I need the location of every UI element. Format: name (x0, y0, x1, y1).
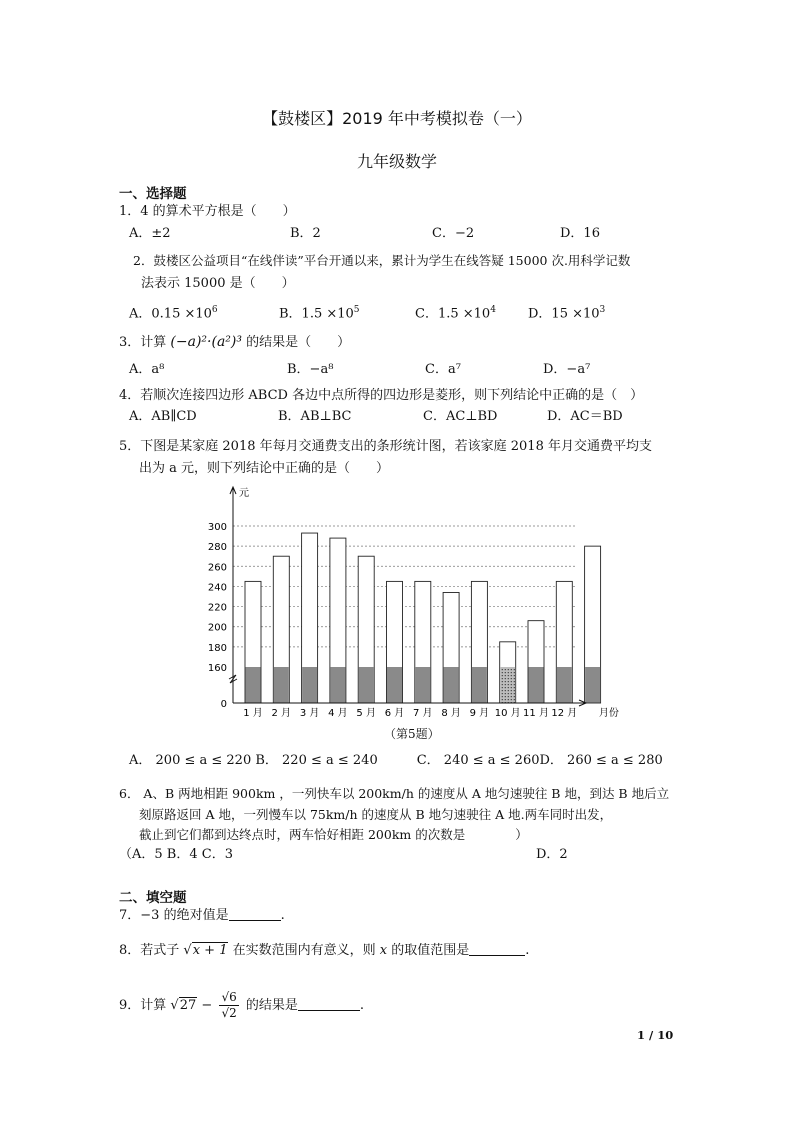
monthly-transport-bar-chart (195, 484, 619, 724)
bar-hatch-dot (502, 669, 503, 670)
q4-option-a: A．AB∥CD (129, 409, 197, 424)
q5-options: A． 200 ≤ a ≤ 220 B． 220 ≤ a ≤ 240 C． 240 ≤ a ≤ 260D． 260 ≤ a ≤ 280 (129, 753, 663, 768)
y-tick-label: 260 (207, 562, 227, 574)
x-tick-label: 11 月 (523, 708, 549, 719)
x-tick-label: 5 月 (356, 708, 376, 719)
bar-hatch-dot (502, 681, 503, 682)
bar-hatch-dot (514, 672, 515, 673)
y-tick-label: 240 (207, 582, 227, 594)
bar-hatch-dot (505, 687, 506, 688)
bar-hatch-dot (508, 672, 509, 673)
page-title: 【鼓楼区】2019 年中考模拟卷（一） (262, 109, 532, 128)
x-tick-label: 2 月 (271, 708, 292, 719)
x-tick-label: 3 月 (299, 708, 320, 719)
bar-hatch-dot (502, 684, 503, 685)
page-number: 1 / 10 (637, 1028, 674, 1042)
y-tick-label: 200 (207, 622, 227, 634)
q4-stem: 4．若顺次连接四边形 ABCD 各边中点所得的四边形是菱形，则下列结论中正确的是（ ） (119, 388, 644, 403)
bar-hatch-dot (505, 696, 506, 697)
q3-option-b: B．−a⁸ (287, 362, 334, 377)
bar-hatch-dot (502, 699, 503, 700)
y-tick-label: 180 (207, 642, 227, 654)
q6-line2: 刻原路返回 A 地，一列慢车以 75km/h 的速度从 B 地匀速驶往 A 地.两车同时出发， (139, 807, 613, 822)
bar-hatch-dot (514, 699, 515, 700)
q2-option-b: B．$1.5 \times 10^5$ (279, 305, 360, 322)
q1-stem: 1．4 的算术平方根是（ ） (119, 204, 296, 219)
x-tick-label: 4 月 (328, 708, 348, 719)
bar-base (529, 667, 544, 703)
bar-hatch-dot (508, 681, 509, 682)
bar-base (330, 667, 345, 703)
bar-hatch-dot (505, 675, 506, 676)
q8-answer-blank[interactable] (469, 941, 525, 956)
bar-hatch-dot (511, 684, 512, 685)
x-tick-label: 12 月 (551, 708, 578, 719)
bar-hatch-dot (514, 678, 515, 679)
bar-hatch-dot (502, 690, 503, 691)
q6-line3: 截止到它们都到达终点时，两车恰好相距 200km 的次数是 ） (139, 827, 528, 842)
q2-stem-line2: 法表示 15000 是（ ） (141, 276, 295, 291)
q5-stem-line2: 出为 a 元，则下列结论中正确的是（ ） (139, 461, 390, 476)
bar-hatch-dot (514, 690, 515, 691)
y-tick-label: 0 (220, 699, 227, 710)
bar-hatch-dot (514, 696, 515, 697)
bar-hatch-dot (508, 693, 509, 694)
bar-base (415, 667, 430, 703)
q3-option-a: A．a⁸ (129, 362, 165, 377)
bar-hatch-dot (514, 675, 515, 676)
q1-option-b: B．2 (290, 226, 321, 241)
bar-hatch-dot (505, 678, 506, 679)
bar-base (557, 667, 572, 703)
q4-option-c: C．AC⊥BD (423, 409, 498, 424)
section-heading-fill: 二、填空题 (119, 890, 187, 906)
bar-hatch-dot (514, 681, 515, 682)
q1-option-a: A．±2 (129, 226, 171, 241)
bar-hatch-dot (502, 672, 503, 673)
q1-option-d: D．16 (560, 226, 600, 241)
chart-bars (245, 533, 601, 703)
bar-base (246, 667, 261, 703)
q2-option-a: A．$0.15 \times 10^6$ (129, 305, 218, 322)
bar-hatch-dot (505, 684, 506, 685)
bar-hatch-dot (514, 684, 515, 685)
q9-radical: √27 (170, 998, 197, 1013)
q8-stem: 8．若式子 √x + 1 在实数范围内有意义，则 x 的取值范围是 . (119, 943, 530, 958)
bar-hatch-dot (508, 675, 509, 676)
axis-break (229, 675, 237, 683)
bar-hatch-dot (505, 681, 506, 682)
page-subtitle: 九年级数学 (356, 152, 437, 171)
q3-option-d: D．−a⁷ (543, 362, 591, 377)
x-tick-label: 10 月 (494, 708, 521, 719)
bar-hatch-dot (502, 687, 503, 688)
x-tick-label: 8 月 (441, 708, 461, 719)
x-tick-label: 1 月 (243, 708, 263, 719)
q3-expression: (−a)²·(a²)³ (170, 334, 242, 350)
bar-hatch-dot (511, 699, 512, 700)
q5-figure-caption: （第5题） (384, 727, 440, 741)
bar-hatch-dot (508, 684, 509, 685)
y-tick-label: 280 (207, 542, 227, 554)
q2-option-d: D．$15 \times 10^3$ (528, 305, 606, 322)
bar-hatch-dot (511, 681, 512, 682)
q6-line1: 6． A、B 两地相距 900km ，一列快车以 200km/h 的速度从 A 地匀速驶往 B 地，到达 B 地后立 (119, 786, 670, 801)
x-tick-label: 6 月 (384, 708, 405, 719)
bar-hatch-dot (511, 693, 512, 694)
q6-option-d: D．2 (536, 847, 568, 862)
bar-hatch-dot (505, 672, 506, 673)
q9-fraction: $\frac{√6}{√2}$ (221, 990, 237, 1020)
bar-base (387, 667, 402, 703)
bar-hatch-dot (514, 669, 515, 670)
q1-option-c: C．−2 (432, 226, 475, 241)
y-axis-label: 元 (239, 488, 249, 499)
bar-hatch-dot (505, 699, 506, 700)
bar-hatch-dot (502, 675, 503, 676)
y-tick-label: 220 (207, 602, 227, 614)
q3-stem: 3．计算 (−a)²·(a²)³ 的结果是（ ） (119, 334, 351, 350)
bar-hatch-dot (508, 690, 509, 691)
q2-option-c: C．$1.5 \times 10^4$ (415, 305, 496, 322)
bar-base (472, 667, 487, 703)
q6-options-abc: （A．5 B．4 C．3 (119, 847, 233, 862)
y-tick-label: 160 (207, 663, 227, 674)
q9-answer-blank[interactable] (298, 996, 360, 1011)
q5-stem-line1: 5．下图是某家庭 2018 年每月交通费支出的条形统计图，若该家庭 2018 年月交通费平均支 (119, 439, 652, 454)
bar-base (359, 667, 374, 703)
x-tick-label: 7 月 (413, 708, 433, 719)
bar-hatch-dot (502, 696, 503, 697)
bar-hatch-dot (508, 669, 509, 670)
bar-hatch-dot (508, 687, 509, 688)
bar-hatch-dot (505, 669, 506, 670)
bar-hatch-dot (511, 687, 512, 688)
bar-hatch-dot (505, 693, 506, 694)
bar-hatch-dot (505, 690, 506, 691)
q2-stem-line1: 2．鼓楼区公益项目“在线伴读”平台开通以来，累计为学生在线答疑 15000 次.用科学记数 (133, 253, 631, 268)
bar-hatch-dot (508, 699, 509, 700)
bar-hatch-dot (508, 678, 509, 679)
bar-hatch-dot (502, 693, 503, 694)
bar-hatch-dot (511, 672, 512, 673)
q4-option-b: B．AB⊥BC (278, 409, 352, 424)
bar-hatch-dot (502, 678, 503, 679)
bar-hatch-dot (511, 669, 512, 670)
q8-radical: √x + 1 (183, 943, 228, 958)
bar-base (302, 667, 317, 703)
y-tick-label: 300 (207, 522, 227, 533)
bar-hatch-dot (511, 690, 512, 691)
q9-stem: 9．计算 √27 − $\frac{√6}{√2}$ 的结果是 . (119, 990, 365, 1020)
q4-option-d: D．AC＝BD (547, 409, 623, 424)
bar-hatch-dot (508, 696, 509, 697)
x-axis-label: 月份 (598, 708, 619, 719)
q3-option-c: C．a⁷ (425, 362, 461, 377)
bar-hatch-dot (514, 687, 515, 688)
q7-stem: 7．−3 的绝对值是 . (119, 908, 285, 923)
q7-answer-blank[interactable] (229, 906, 281, 921)
section-heading-choice: 一、选择题 (119, 186, 187, 202)
bar-hatch-dot (514, 693, 515, 694)
bar-hatch-dot (511, 675, 512, 676)
bar-base (444, 667, 459, 703)
bar-base (274, 667, 289, 703)
x-tick-label: 9 月 (469, 708, 490, 719)
bar-base (585, 667, 600, 703)
bar-hatch-dot (511, 696, 512, 697)
bar-hatch-dot (511, 678, 512, 679)
